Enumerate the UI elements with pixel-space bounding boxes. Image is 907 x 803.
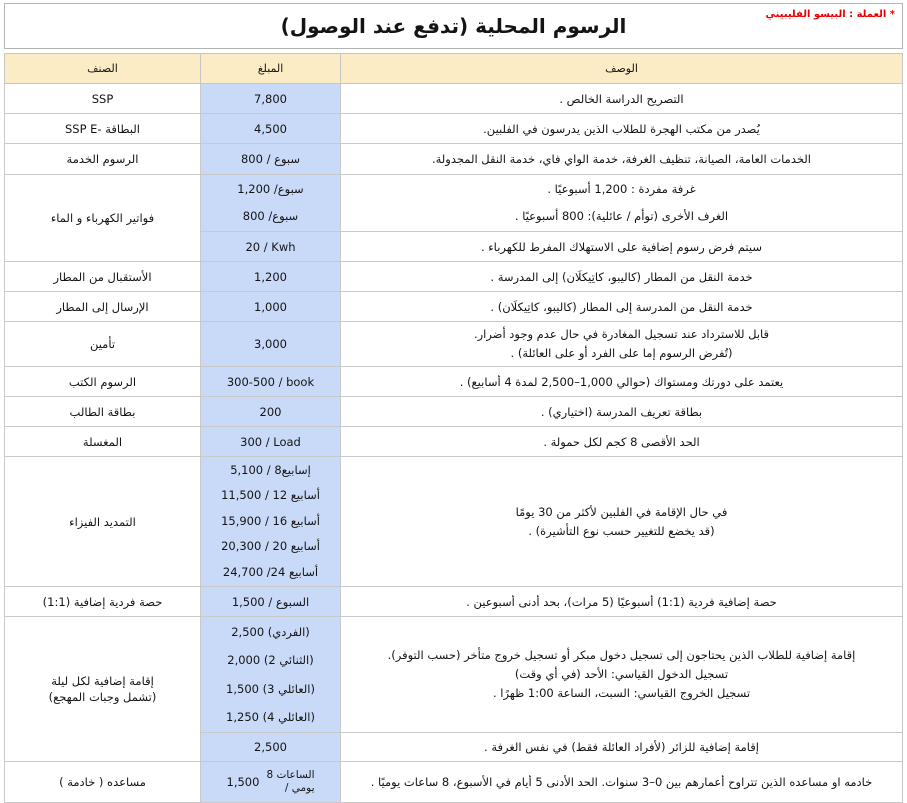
table-row — [5, 367, 903, 397]
amount-cell — [201, 367, 341, 397]
category-text: التمديد الفيزاء — [69, 514, 136, 529]
description-text: (تُفرض الرسوم إما على الفرد أو على العائلة) . — [510, 346, 733, 360]
category-text: الرسوم الكتب — [68, 374, 137, 389]
amount-value: أسابيع 24/ 24,700 — [222, 564, 319, 579]
amount-value: 1,000 — [254, 299, 287, 314]
table-row — [5, 457, 903, 587]
table-row — [5, 322, 903, 367]
amount-value: 3,000 — [254, 337, 287, 351]
description-text: سيتم فرض رسوم إضافية على الاستهلاك المفرط للكهرباء . — [480, 239, 763, 254]
table-row — [5, 762, 903, 803]
table-row — [5, 84, 903, 114]
description-text: يُصدر من مكتب الهجرة للطلاب الذين يدرسون في الفلبين. — [483, 121, 760, 136]
category-text: الإرسال إلى المطار — [56, 299, 149, 314]
description-cell — [341, 733, 903, 762]
amount-value: أسابيع 12 / 11,500 — [221, 488, 320, 503]
category-text: البطاقة SSP E-‎ — [64, 121, 141, 136]
amount-cell — [201, 322, 341, 367]
amount-value: أسابيع 20 / 20,300 — [221, 539, 320, 554]
amount-cell — [201, 175, 341, 232]
description-cell — [341, 322, 903, 367]
table-row — [5, 292, 903, 322]
amount-value: أسابيع 16 / 15,900 — [221, 513, 320, 528]
amount-value: سبوع / 800 — [240, 152, 301, 166]
category-cell — [5, 617, 201, 762]
description-text: الخدمات العامة، الصيانة، تنظيف الغرفة، خدمة الواي فاي، خدمة النقل المجدولة. — [431, 152, 812, 166]
amount-cell — [201, 144, 341, 175]
description-cell — [341, 427, 903, 457]
header-row — [5, 54, 903, 84]
category-text: بطاقة الطالب — [69, 404, 136, 419]
description-text: إقامة إضافية للزائر (لأفراد العائلة فقط) في نفس الغرفة . — [484, 740, 759, 755]
amount-value: 300 / Load — [240, 434, 301, 449]
page-title: الرسوم المحلية (تدفع عند الوصول) — [280, 14, 627, 38]
description-cell — [341, 587, 903, 617]
category-cell — [5, 322, 201, 367]
description-text: بطاقة تعريف المدرسة (اختياري) . — [540, 404, 703, 419]
description-text: (قد يخضع للتغيير حسب نوع التأشيرة) . — [528, 523, 715, 538]
category-cell — [5, 587, 201, 617]
category-cell — [5, 144, 201, 175]
amount-value: 1,200 — [254, 269, 287, 284]
amount-value: إسابيع8 / 5,100 — [230, 463, 311, 477]
category-cell — [5, 457, 201, 587]
category-text: الأستقبال من المطار — [53, 269, 152, 284]
description-cell — [341, 144, 903, 175]
page — [4, 3, 903, 803]
description-cell — [341, 617, 903, 733]
description-text: خدمة النقل من المطار (كاليبو، كاتِيكلَان) إلى المدرسة . — [490, 269, 753, 284]
description-text: حصة إضافية فردية (1:1) أسبوعيًا (5 مرات)، بحد أدنى أسبوعين . — [466, 594, 777, 609]
category-cell — [5, 114, 201, 144]
title-bar — [4, 3, 903, 49]
category-text: مساعده ( خادمة ) — [59, 775, 146, 790]
amount-composite — [205, 769, 336, 795]
amount-value: 2,500 — [254, 740, 287, 755]
description-cell — [341, 114, 903, 144]
description-cell — [341, 397, 903, 427]
category-text: فواتير الكهرباء و الماء — [50, 211, 155, 225]
description-cell — [341, 292, 903, 322]
description-text: تسجيل الخروج القياسي: السبت، الساعة 1:00 ظهرًا . — [492, 686, 751, 701]
category-text: تأمين — [89, 337, 116, 351]
fees-table — [4, 53, 903, 803]
category-text: حصة فردية إضافية (1:1) — [42, 594, 163, 609]
table-row — [5, 175, 903, 232]
category-cell — [5, 175, 201, 262]
amount-value: 200 — [259, 404, 282, 419]
amount-value: 20 / Kwh — [245, 239, 296, 254]
column-header-description: الوصف — [341, 54, 903, 84]
amount-value: (الثنائي 2) 2,000 — [227, 653, 314, 668]
amount-cell — [201, 762, 341, 803]
amount-value: 300-500 / book — [226, 374, 315, 389]
description-text: في حال الإقامة في الفلبين لأكثر من 30 يومًا — [515, 504, 728, 519]
category-cell — [5, 367, 201, 397]
amount-cell — [201, 427, 341, 457]
column-header-category: الصنف — [5, 54, 201, 84]
description-cell — [341, 457, 903, 587]
amount-cell — [201, 587, 341, 617]
category-text: إقامة إضافية لكل ليلة — [51, 674, 154, 689]
category-cell — [5, 762, 201, 803]
description-cell — [341, 232, 903, 262]
amount-value: سبوع/ 800 — [242, 209, 299, 223]
description-cell — [341, 175, 903, 232]
amount-cell — [201, 733, 341, 762]
amount-cell — [201, 397, 341, 427]
amount-cell — [201, 84, 341, 114]
table-row — [5, 587, 903, 617]
table-row — [5, 144, 903, 175]
category-cell — [5, 292, 201, 322]
description-text: التصريح الدراسة الخالص . — [559, 91, 684, 106]
category-cell — [5, 84, 201, 114]
description-text: الغرف الأخرى (توأم / عائلية): 800 أسبوعيًا . — [514, 209, 729, 223]
description-text: يعتمد على دورتك ومستواك (حوالي 1,000–2,500 لمدة 4 أسابيع) . — [459, 374, 784, 389]
amount-value: (الفردي) 2,500 — [231, 625, 310, 640]
amount-cell — [201, 457, 341, 587]
amount-cell — [201, 114, 341, 144]
amount-value: (العائلي 4) 1,250 — [226, 709, 315, 724]
amount-cell — [201, 262, 341, 292]
category-text: (تشمل وجبات المهجع) — [48, 690, 157, 705]
table-row — [5, 114, 903, 144]
amount-value: 7,800 — [254, 91, 287, 106]
description-cell — [341, 367, 903, 397]
table-row — [5, 262, 903, 292]
category-cell — [5, 262, 201, 292]
amount-unit: الساعات 8 يومي / — [266, 769, 315, 795]
amount-value: السبوع / 1,500 — [231, 594, 310, 609]
category-text: الرسوم الخدمة — [66, 152, 139, 166]
amount-cell — [201, 292, 341, 322]
amount-cell — [201, 232, 341, 262]
category-cell — [5, 427, 201, 457]
amount-value: 1,500 — [226, 775, 260, 790]
description-text: إقامة إضافية للطلاب الذين يحتاجون إلى تسجيل دخول مبكر أو تسجيل خروج متأخر (حسب التوفر). — [387, 648, 856, 663]
description-cell — [341, 262, 903, 292]
description-text: تسجيل الدخول القياسي: الأحد (في أي وقت) — [514, 667, 729, 682]
table-row — [5, 427, 903, 457]
description-text: خدمة النقل من المدرسة إلى المطار (كاليبو، كاتِيكلَان) . — [490, 299, 753, 314]
currency-note: * العملة : البيسو الفليبيني — [765, 9, 895, 20]
column-header-amount: المبلغ — [201, 54, 341, 84]
description-cell — [341, 84, 903, 114]
description-cell — [341, 762, 903, 803]
amount-value: (العائلي 3) 1,500 — [226, 681, 315, 696]
amount-cell — [201, 617, 341, 733]
description-text: غرفة مفردة : 1,200 أسبوعيًا . — [547, 182, 696, 196]
category-text: SSP — [91, 91, 114, 106]
category-text: المغسلة — [82, 434, 123, 449]
table-row — [5, 397, 903, 427]
description-text: خادمه او مساعده الذين تتراوح أعمارهم بين 0–3 سنوات. الحد الأدنى 5 أيام في الأسبوع، 8 ساعات يوميًا . — [370, 775, 873, 790]
amount-value: 4,500 — [254, 121, 287, 136]
amount-value: سبوع/ 1,200 — [237, 182, 304, 196]
description-text: الحد الأقصى 8 كجم لكل حمولة . — [543, 434, 700, 449]
table-row — [5, 617, 903, 733]
category-cell — [5, 397, 201, 427]
description-text: قابل للاسترداد عند تسجيل المغادرة في حال عدم وجود أضرار. — [473, 327, 770, 341]
